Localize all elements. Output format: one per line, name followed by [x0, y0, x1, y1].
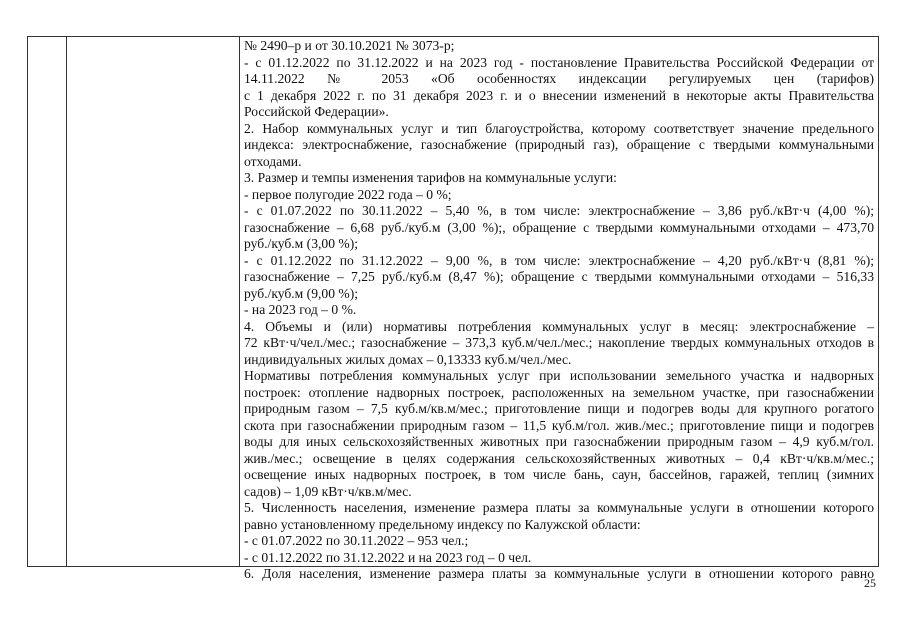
text-line: 14.11.2022 № 2053 «Об особенностях индексации регулируемых цен (тарифов) [244, 71, 874, 86]
text-line: отходами. [244, 153, 302, 169]
text-line: построек: отопление надворных построек, расположенных на земельном участке, при газоснабжении [244, 384, 874, 400]
text-line: равно установленному предельному индексу по Калужской области: [244, 516, 641, 532]
column-divider-1 [66, 37, 67, 566]
text-line: с 1 декабря 2022 г. по 31 декабря 2023 г. и о внесении изменений в некоторые акты Правительства [244, 87, 874, 103]
table [27, 36, 879, 581]
text-line: - с 01.12.2022 по 31.12.2022 и на 2023 год - постановление Правительства Российской Федерации от [244, 54, 874, 70]
text-line: - с 01.12.2022 по 31.12.2022 и на 2023 год – 0 чел. [244, 549, 532, 565]
text-line: воды для иных сельскохозяйственных животных при газоснабжении природным газом – 4,9 куб.м/гол. [244, 434, 874, 449]
text-line: индивидуальных жилых домах – 0,13333 куб.м/чел./мес. [244, 351, 572, 367]
text-line: жив./мес.; освещение в целях содержания сельскохозяйственных животных – 0,4 кВт·ч/кв.м/мес.; [244, 450, 874, 466]
text-line: скота при газоснабжении природным газом – 11,5 куб.м/гол. жив./мес.; приготовление пищи и подогрев [244, 417, 874, 433]
text-line: садов) – 1,09 кВт·ч/кв.м/мес. [244, 483, 412, 499]
text-line: 72 кВт·ч/чел./мес.; газоснабжение – 373,3 куб.м/чел./мес.; накопление твердых коммунальных отходов в [244, 335, 874, 350]
text-line: 3. Размер и темпы изменения тарифов на коммунальные услуги: [244, 170, 617, 185]
page-number: 25 [864, 576, 876, 590]
text-line: 4. Объемы и (или) нормативы потребления коммунальных услуг в месяц: электроснабжение – [244, 318, 874, 334]
text-line: - на 2023 год – 0 %. [244, 302, 357, 317]
text-line: 5. Численность населения, изменение размера платы за коммунальные услуги в отношении которого [244, 500, 874, 515]
text-line: Российской Федерации». [244, 104, 389, 119]
text-line: - с 01.07.2022 по 30.11.2022 – 5,40 %, в том числе: электроснабжение – 3,86 руб./кВт·ч (4,00 %); [244, 203, 874, 218]
text-line: освещение иных надворных построек, в том числе бань, саун, бассейнов, гаражей, теплиц (зимних [244, 467, 874, 482]
text-line: 6. Доля населения, изменение размера платы за коммунальные услуги в отношении которого равно [244, 566, 874, 581]
text-line: индекса: электроснабжение, газоснабжение (природный газ), обращение с твердыми коммунальными [244, 137, 874, 152]
text-line: 2. Набор коммунальных услуг и тип благоустройства, которому соответствует значение предельного [244, 120, 874, 136]
text-line: газоснабжение – 7,25 руб./куб.м (8,47 %); обращение с твердыми коммунальными отходами – 516,33 [244, 269, 874, 284]
text-line: - с 01.07.2022 по 30.11.2022 – 953 чел.; [244, 533, 469, 548]
text-line: - первое полугодие 2022 года – 0 %; [244, 186, 452, 202]
text-line: руб./куб.м (3,00 %); [244, 236, 359, 251]
text-line: № 2490–р и от 30.10.2021 № 3073-р; [244, 38, 455, 53]
text-line: природным газом – 7,5 куб.м/кв.м/мес.; приготовление пищи и подогрев воды для крупного рогатого [244, 401, 874, 416]
text-line: руб./куб.м (9,00 %); [244, 285, 359, 301]
column-divider-2 [239, 37, 240, 566]
text-line: - с 01.12.2022 по 31.12.2022 – 9,00 %, в том числе: электроснабжение – 4,20 руб./кВт·ч (8,81 %); [244, 252, 874, 268]
table-cell-text [244, 38, 874, 581]
text-line: Нормативы потребления коммунальных услуг при использовании земельного участка и надворных [244, 368, 874, 383]
text-line: газоснабжение – 6,68 руб./куб.м (3,00 %);, обращение с твердыми коммунальными отходами – 473,70 [244, 219, 874, 235]
